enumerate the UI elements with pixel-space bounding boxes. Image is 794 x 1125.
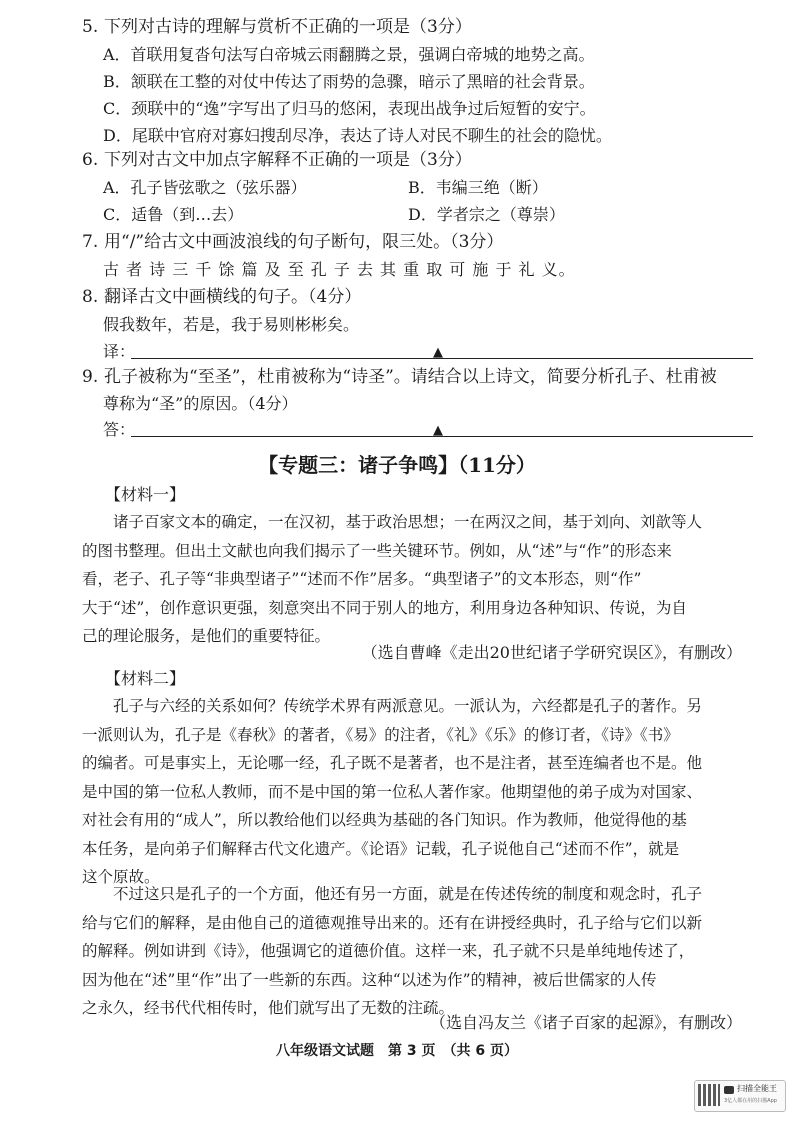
material-1-source: （选自曹峰《走出20世纪诸子学研究误区》，有删改） [361, 643, 742, 662]
q6-option-a: A．孔子皆弦歌之（弦乐器） [103, 178, 307, 197]
triangle-marker-icon: ▲ [433, 345, 443, 360]
watermark-subtitle: 3亿人都在用的扫描App [724, 1098, 777, 1104]
question-7 [82, 229, 762, 256]
q5-option-c: C．颈联中的“逸”字写出了归马的悠闲，表现出战争过后短暂的安宁。 [103, 99, 596, 118]
question-stem: 翻译古文中画横线的句子。（4分） [104, 287, 362, 307]
paragraph-line: 这个原故。 [82, 868, 160, 886]
material-2-source: （选自冯友兰《诸子百家的起源》，有删改） [429, 1013, 742, 1032]
q8-answer-line [103, 338, 753, 365]
q6-option-d: D．学者宗之（尊崇） [408, 205, 565, 224]
question-number: 6. [82, 150, 99, 170]
question-number: 5. [82, 17, 99, 37]
paragraph-line: 孔子与六经的关系如何？传统学术界有两派意见。一派认为，六经都是孔子的著作。另 [113, 697, 703, 715]
question-6 [82, 147, 762, 174]
paragraph-line: 不过这只是孔子的一个方面，他还有另一方面，就是在传述传统的制度和观念时，孔子 [113, 885, 703, 903]
paragraph-line: 的图书整理。但出土文献也向我们揭示了一些关键环节。例如，从“述”与“作”的形态来 [82, 541, 672, 560]
question-8 [82, 284, 762, 311]
material-2-label: 【材料二】 [105, 669, 186, 688]
scanner-logo-icon [724, 1086, 734, 1094]
paragraph-line: 一派则认为，孔子是《春秋》的著者，《易》的注者，《礼》《乐》的修订者，《诗》《书》 [82, 725, 679, 744]
page-footer: 八年级语文试题 第 3 页 （共 6 页） [276, 1043, 518, 1059]
question-stem: 用“/”给古文中画波浪线的句子断句，限三处。（3分） [104, 232, 504, 252]
q8-sentence: 假我数年，若是，我于易则彬彬矣。 [103, 315, 360, 334]
paragraph-line: 本任务，是向弟子们解释古代文化遗产。《论语》记载，孔子说他自己“述而不作”，就是 [82, 839, 680, 858]
triangle-marker-icon: ▲ [433, 423, 443, 438]
section-title: 【专题三：诸子争鸣】（11分） [258, 453, 536, 477]
watermark-brand: 扫描全能王 [737, 1084, 777, 1093]
question-number: 9. [82, 367, 99, 387]
question-number: 7. [82, 232, 99, 252]
answer-label: 答： [103, 420, 136, 439]
paragraph-line: 对社会有用的“成人”，所以教给他们以经典为基础的各门知识。作为教师，他觉得他的基 [82, 811, 687, 829]
question-stem: 下列对古文中加点字解释不正确的一项是（3分） [104, 150, 472, 170]
answer-label: 译： [103, 342, 136, 361]
paragraph-line: 己的理论服务，是他们的重要特征。 [82, 627, 331, 645]
material-1-label: 【材料一】 [105, 485, 186, 504]
paragraph-line: 看，老子、孔子等“非典型诸子”“述而不作”居多。“典型诸子”的文本形态，则“作” [82, 570, 642, 588]
q7-sentence: 古 者 诗 三 千 馀 篇 及 至 孔 子 去 其 重 取 可 施 于 礼 义。 [103, 260, 576, 279]
paragraph-line: 的编者。可是事实上，无论哪一经，孔子既不是著者，也不是注者，甚至连编者也不是。他 [82, 754, 703, 772]
question-number: 8. [82, 287, 99, 307]
q6-option-b: B．韦编三绝（断） [408, 178, 548, 197]
material-2-paragraph-1 [82, 692, 754, 892]
paragraph-line: 是中国的第一位私人教师，而不是中国的第一位私人著作家。他期望他的弟子成为对国家、 [82, 782, 703, 801]
q6-option-c: C．适鲁（到…去） [103, 205, 244, 224]
material-2-paragraph-2 [82, 880, 754, 1023]
question-stem: 下列对古诗的理解与赏析不正确的一项是（3分） [104, 17, 472, 37]
q5-option-d: D．尾联中官府对寡妇搜刮尽净，表达了诗人对民不聊生的社会的隐忧。 [103, 126, 612, 145]
question-stem: 孔子被称为“至圣”，杜甫被称为“诗圣”。请结合以上诗文，简要分析孔子、杜甫被 [104, 367, 717, 387]
paragraph-line: 因为他在“述”里“作”出了一些新的东西。这种“以述为作”的精神，被后世儒家的人传 [82, 970, 657, 989]
paragraph-line: 给与它们的解释，是由他自己的道德观推导出来的。还有在讲授经典时，孔子给与它们以新 [82, 913, 703, 932]
paragraph-line: 之永久，经书代代相传时，他们就写出了无数的注疏。 [82, 999, 455, 1017]
qr-code-icon [698, 1084, 720, 1106]
q5-option-a: A．首联用复沓句法写白帝城云雨翻腾之景，强调白帝城的地势之高。 [103, 45, 595, 64]
material-1-paragraph [82, 508, 754, 651]
paragraph-line: 诸子百家文本的确定，一在汉初，基于政治思想；一在两汉之间，基于刘向、刘歆等人 [113, 513, 703, 531]
question-5 [82, 14, 762, 41]
paragraph-line: 的解释。例如讲到《诗》，他强调它的道德价值。这样一来，孔子就不只是单纯地传述了， [82, 942, 695, 960]
scanner-watermark [694, 1080, 786, 1112]
paragraph-line: 大于“述”，创作意识更强，刻意突出不同于别人的地方，利用身边各种知识、传说，为自 [82, 598, 687, 617]
question-9 [82, 364, 762, 391]
q9-stem-continued: 尊称为“圣”的原因。（4分） [103, 394, 298, 413]
q5-option-b: B．颔联在工整的对仗中传达了雨势的急骤，暗示了黑暗的社会背景。 [103, 72, 595, 91]
q9-answer-line [103, 416, 753, 443]
